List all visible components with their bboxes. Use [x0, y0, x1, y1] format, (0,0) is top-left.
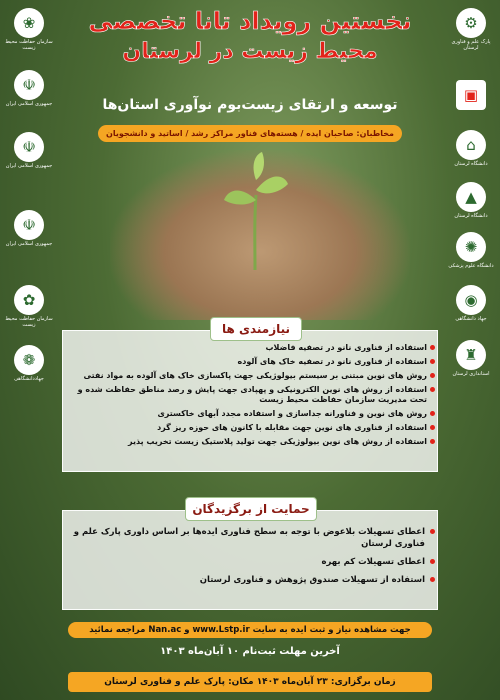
- list-item: اعطای تسهیلات کم بهره: [63, 553, 437, 571]
- bullet-icon: [430, 387, 435, 392]
- bullet-icon: [430, 425, 435, 430]
- jahad-logo-icon: ◉ جهاد دانشگاهی: [450, 285, 492, 323]
- subtitle: توسعه و ارتقای زیست‌بوم نوآوری استان‌ها: [102, 97, 398, 113]
- support-heading: حمایت از برگزیدگان: [185, 497, 317, 521]
- needs-panel: [62, 330, 438, 472]
- green-emblem-icon: ✿ سازمان حفاظت محیط زیست: [8, 285, 50, 328]
- deadline-text: آخرین مهلت ثبت‌نام ۱۰ آبان‌ماه ۱۴۰۳: [160, 646, 340, 657]
- university-logo-icon: ⌂ دانشگاه لرستان: [450, 130, 492, 168]
- support-panel: [62, 510, 438, 610]
- list-item: اعطای تسهیلات بلاعوض با توجه به سطح فناوری ایده‌ها بر اساس داوری پارک علم و فناوری لرستان: [63, 523, 437, 553]
- ministry-logo-icon: ❀ سازمان حفاظت محیط زیست: [8, 8, 50, 51]
- footer-bar: زمان برگزاری: ۲۳ آبان‌ماه ۱۴۰۳ مکان: پارک علم و فناوری لرستان: [68, 672, 432, 692]
- iran-emblem-icon: ☫ جمهوری اسلامی ایران: [8, 70, 50, 108]
- bullet-icon: [430, 359, 435, 364]
- bullet-icon: [430, 345, 435, 350]
- sprout-illustration: [220, 150, 290, 270]
- bullet-icon: [430, 559, 435, 564]
- list-item: استفاده از روش های نوین الکترونیکی و پهپادی جهت پایش و رصد مناطق حفاظت شده و تحت مدیریت سازمان حفاظت محیط زیست: [63, 383, 437, 407]
- needs-heading: نیازمندی ها: [210, 317, 302, 341]
- audience-bar: مخاطبان: صاحبان ایده / هسته‌های فناور مراکز رشد / اساتید و دانشجویان: [98, 125, 402, 142]
- title-line-1: نخستین رویداد تانا تخصصی: [88, 7, 412, 35]
- tana-logo-icon: ▣: [450, 80, 492, 112]
- list-item: استفاده از فناوری های نوین جهت مقابله با کانون های حوزه ریز گرد: [63, 421, 437, 435]
- bullet-icon: [430, 529, 435, 534]
- bullet-icon: [430, 439, 435, 444]
- list-item: استفاده از تسهیلات صندوق پژوهش و فناوری لرستان: [63, 571, 437, 589]
- university-logo-icon: ▲ دانشگاه لرستان: [450, 182, 492, 220]
- iran-emblem-icon: ☫ جمهوری اسلامی ایران: [8, 210, 50, 248]
- registration-bar[interactable]: جهت مشاهده نیاز و ثبت ایده به سایت www.Lstp.ir و Nan.ac مراجعه نمائید: [68, 622, 432, 638]
- bullet-icon: [430, 373, 435, 378]
- list-item: روش های نوین و فناورانه جداسازی و استفاده مجدد آبهای خاکستری: [63, 407, 437, 421]
- science-park-logo-icon: ⚙ پارک علم و فناوری لرستان: [450, 8, 492, 51]
- iran-emblem-icon: ☫ جمهوری اسلامی ایران: [8, 132, 50, 170]
- bullet-icon: [430, 577, 435, 582]
- left-logo-column: [0, 0, 58, 560]
- right-logo-column: [442, 0, 500, 560]
- list-item: استفاده از فناوری نانو در تصفیه فاضلاب: [63, 341, 437, 355]
- list-item: روش های نوین مبتنی بر سیستم بیولوژیکی جهت پاکسازی خاک های آلوده به مواد نفتی: [63, 369, 437, 383]
- list-item: استفاده از روش های نوین بیولوژیکی جهت تولید پلاستیک زیست تخریب پذیر: [63, 435, 437, 449]
- green-emblem-icon: ❁ جهاددانشگاهی: [8, 345, 50, 383]
- university-logo-icon: ✺ دانشگاه علوم پزشکی: [450, 232, 492, 270]
- tower-logo-icon: ♜ استانداری لرستان: [450, 340, 492, 378]
- list-item: استفاده از فناوری نانو در تصفیه خاک های آلوده: [63, 355, 437, 369]
- bullet-icon: [430, 411, 435, 416]
- title-line-2: محیط زیست در لرستان: [122, 39, 378, 64]
